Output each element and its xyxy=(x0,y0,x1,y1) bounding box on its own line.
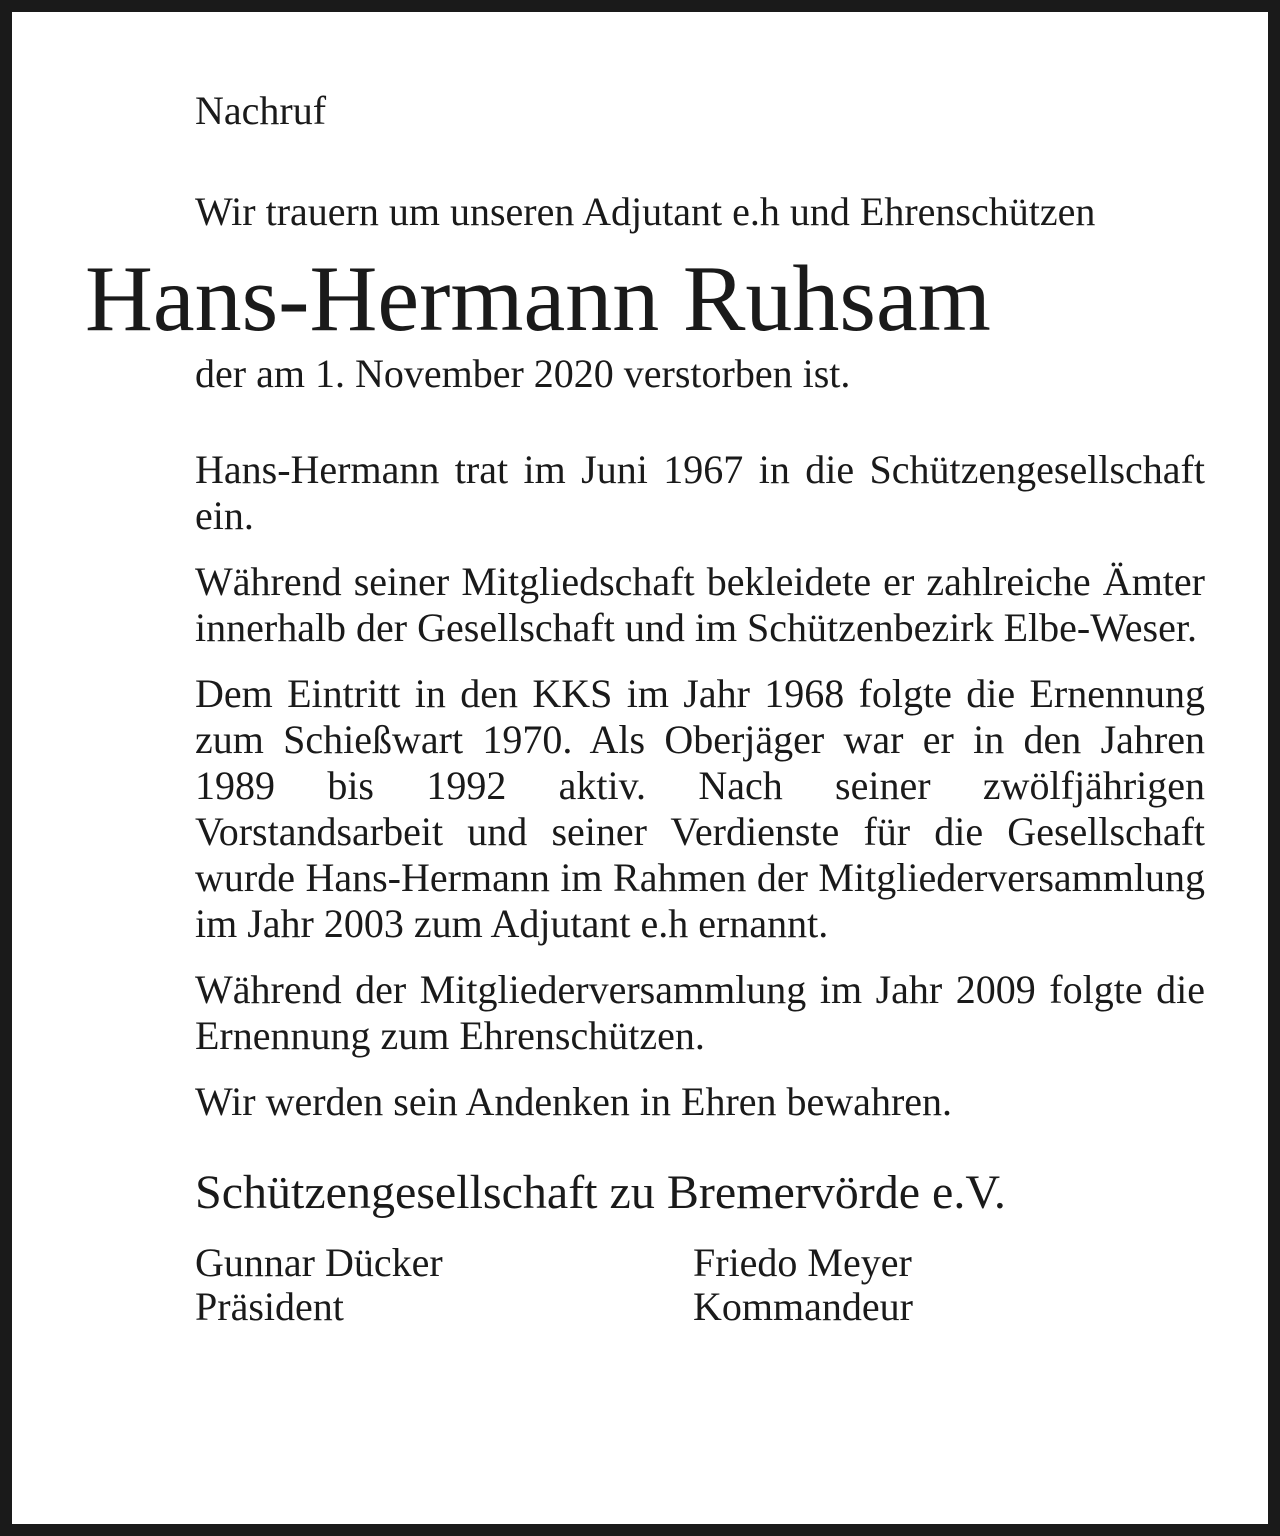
death-date-line: der am 1. November 2020 verstorben ist. xyxy=(195,351,851,396)
obituary-content xyxy=(85,88,1205,1329)
signers xyxy=(195,1241,1205,1329)
signer-president xyxy=(195,1241,693,1329)
signer-name: Gunnar Dücker xyxy=(195,1240,443,1285)
deceased-name: Hans-Hermann Ruhsam xyxy=(85,247,991,351)
paragraph-honorary: Während der Mitgliederversammlung im Jahr 2009 folgte die Ernennung zum Ehrenschützen. xyxy=(195,967,1205,1058)
signer-name: Friedo Meyer xyxy=(693,1240,912,1285)
signer-role: Kommandeur xyxy=(693,1284,913,1329)
intro-text: Wir trauern um unseren Adjutant e.h und Ehrenschützen xyxy=(195,189,1096,234)
paragraph-joining: Hans-Hermann trat im Juni 1967 in die Schützengesellschaft ein. xyxy=(195,447,1205,538)
signer-role: Präsident xyxy=(195,1284,344,1329)
paragraph-offices: Während seiner Mitgliedschaft bekleidete er zahlreiche Ämter innerhalb der Gesellschaft und im Schützenbezirk Elbe-Weser. xyxy=(195,559,1205,650)
organization-name: Schützengesellschaft zu Bremervörde e.V. xyxy=(195,1166,1006,1219)
signer-commander xyxy=(693,1241,1191,1329)
obituary-heading: Nachruf xyxy=(195,88,327,133)
paragraph-remembrance: Wir werden sein Andenken in Ehren bewahren. xyxy=(195,1079,953,1124)
paragraph-career: Dem Eintritt in den KKS im Jahr 1968 folgte die Ernennung zum Schießwart 1970. Als Oberjäger war er in den Jahren 1989 bis 1992 aktiv. Nach seiner zwölfjährigen Vorstandsarbeit und seiner Verdienste für die Gesellschaft wurde Hans-Hermann im Rahmen der Mitgliederversammlung im Jahr 2003 zum Adjutant e.h ernannt. xyxy=(195,671,1205,946)
